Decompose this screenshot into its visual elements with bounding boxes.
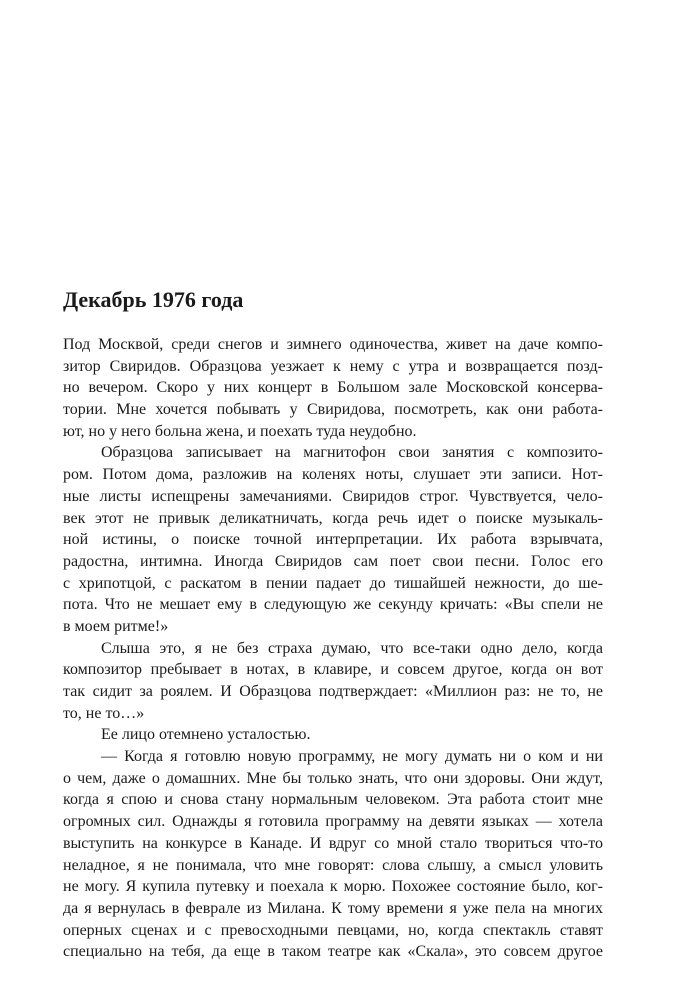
text-line: ной истины, о поиске точной интерпретации. Их работа взрывчата,	[63, 531, 603, 549]
text-line: радостна, интимна. Иногда Свиридов сам поет свои песни. Голос его	[63, 552, 603, 570]
text-line: Слыша это, я не без страха думаю, что все-таки одно дело, когда	[101, 639, 603, 657]
text-line: Под Москвой, среди снегов и зимнего одиночества, живет на даче компо-	[63, 336, 603, 353]
text-line: огромных сил. Однажды я готовила программу на девяти языках — хотела	[63, 813, 603, 831]
text-line: пота. Что не мешает ему в следующую же секунду кричать: «Вы спели не	[63, 596, 603, 614]
text-line: тории. Мне хочется побывать у Свиридова, посмотреть, как они работа-	[63, 401, 603, 419]
body-text	[63, 334, 603, 963]
text-line: оперных сценах и с превосходными певцами, но, когда спектакль ставят	[63, 921, 603, 939]
text-line: когда я спою и снова стану нормальным человеком. Эта работа стоит мне	[63, 791, 603, 809]
text-line: — Когда я готовлю новую программу, не могу думать ни о ком и ни	[101, 748, 603, 766]
text-line: то, не то…»	[63, 704, 145, 722]
text-line: ют, но у него больна жена, и поехать туда неудобно.	[63, 422, 417, 440]
text-line: о чем, даже о домашних. Мне бы только знать, что они здоровы. Они ждут,	[63, 769, 603, 787]
text-line: в моем ритме!»	[63, 617, 169, 635]
text-line: выступить на конкурсе в Канаде. И вдруг со мной стало твориться что-то	[63, 834, 603, 852]
text-line: век этот не привык деликатничать, когда речь идет о поиске музыкаль-	[63, 509, 603, 527]
text-line: специально на тебя, да еще в таком театре как «Скала», это совсем другое	[63, 943, 603, 961]
text-line: Ее лицо отемнено усталостью.	[101, 726, 311, 744]
text-line: зитор Свиридов. Образцова уезжает к нему с утра и возвращается позд-	[63, 357, 603, 375]
text-line: композитор пребывает в нотах, в клавире, и совсем другое, когда он вот	[63, 661, 603, 679]
chapter-heading: Декабрь 1976 года	[63, 287, 244, 312]
text-line: Образцова записывает на магнитофон свои занятия с композито-	[101, 444, 603, 462]
text-line: с хрипотцой, с раскатом в пении падает до тишайшей нежности, до ше-	[63, 574, 603, 592]
text-line: но вечером. Скоро у них концерт в Большом зале Московской консерва-	[63, 379, 603, 397]
text-line: ные листы испещрены замечаниями. Свиридов строг. Чувствуется, чело-	[63, 487, 603, 505]
text-line: так сидит за роялем. И Образцова подтверждает: «Миллион раз: не то, не	[63, 683, 603, 700]
text-line: да я вернулась в феврале из Милана. К тому времени я уже пела на многих	[63, 899, 603, 917]
text-line: не могу. Я купила путевку и поехала к морю. Похожее состояние было, ког-	[63, 878, 603, 896]
text-line: ром. Потом дома, разложив на коленях ноты, слушает эти записи. Нот-	[63, 466, 603, 484]
text-line: неладное, я не понимала, что мне говорят: слова слышу, а смысл уловить	[63, 856, 603, 874]
